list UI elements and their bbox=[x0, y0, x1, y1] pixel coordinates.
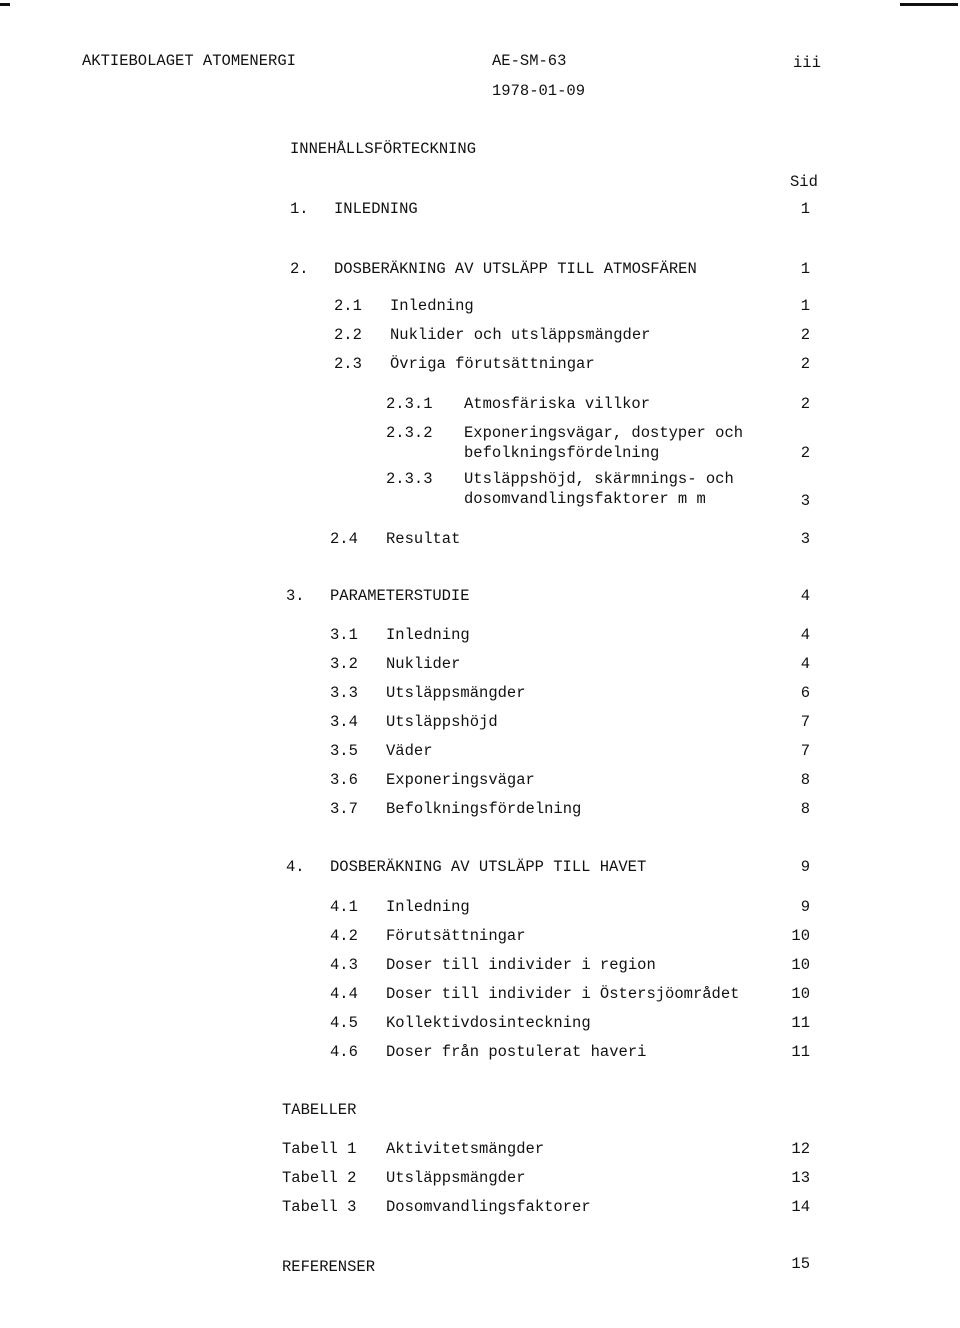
toc-num: 2.3.2 bbox=[386, 424, 433, 442]
toc-label: Kollektivdosinteckning bbox=[386, 1014, 591, 1032]
toc-label: Övriga förutsättningar bbox=[390, 355, 595, 373]
toc-num: 3.5 bbox=[330, 742, 358, 760]
toc-label: Nuklider och utsläppsmängder bbox=[390, 326, 651, 344]
scan-mark-left bbox=[0, 3, 10, 6]
toc-label: Exponeringsvägar bbox=[386, 771, 535, 789]
toc-label: Befolkningsfördelning bbox=[386, 800, 582, 818]
toc-label: INLEDNING bbox=[334, 200, 418, 218]
toc-page: 7 bbox=[800, 713, 810, 731]
toc-label: Inledning bbox=[386, 626, 470, 644]
toc-page: 8 bbox=[800, 800, 810, 818]
toc-label: DOSBERÄKNING AV UTSLÄPP TILL HAVET bbox=[330, 858, 647, 876]
table-num: Tabell 1 bbox=[282, 1140, 357, 1158]
toc-page: 8 bbox=[800, 771, 810, 789]
toc-label: Doser till individer i region bbox=[386, 956, 656, 974]
toc-page: 2 bbox=[800, 444, 810, 462]
toc-page: 1 bbox=[800, 297, 810, 315]
toc-num: 2.3 bbox=[334, 355, 362, 373]
table-num: Tabell 3 bbox=[282, 1198, 357, 1216]
scan-mark-right bbox=[900, 3, 958, 6]
toc-page: 11 bbox=[791, 1014, 810, 1032]
toc-label: Nuklider bbox=[386, 655, 461, 673]
toc-num: 4. bbox=[286, 858, 305, 876]
table-label: Dosomvandlingsfaktorer bbox=[386, 1198, 591, 1216]
page-column-label: Sid bbox=[790, 173, 818, 191]
toc-num: 4.3 bbox=[330, 956, 358, 974]
toc-page: 9 bbox=[800, 858, 810, 876]
toc-num: 3.4 bbox=[330, 713, 358, 731]
toc-num: 4.2 bbox=[330, 927, 358, 945]
table-page: 14 bbox=[791, 1198, 810, 1216]
toc-num: 2.4 bbox=[330, 530, 358, 548]
references-label: REFERENSER bbox=[282, 1258, 376, 1276]
toc-num: 3.6 bbox=[330, 771, 358, 789]
toc-page: 2 bbox=[800, 355, 810, 373]
toc-num: 3.2 bbox=[330, 655, 358, 673]
table-page: 13 bbox=[791, 1169, 810, 1187]
toc-page: 4 bbox=[800, 626, 810, 644]
toc-label: Doser från postulerat haveri bbox=[386, 1043, 647, 1061]
toc-label: Utsläppshöjd, skärmnings- och dosomvandlingsfaktorer m m bbox=[464, 470, 734, 508]
toc-label: Atmosfäriska villkor bbox=[464, 395, 651, 413]
toc-num: 2. bbox=[290, 260, 309, 278]
toc-page: 10 bbox=[791, 956, 810, 974]
report-date: 1978-01-09 bbox=[492, 82, 586, 100]
toc-label: Förutsättningar bbox=[386, 927, 526, 945]
toc-num: 3.1 bbox=[330, 626, 358, 644]
toc-num: 4.4 bbox=[330, 985, 358, 1003]
toc-label: Inledning bbox=[390, 297, 474, 315]
toc-label: Exponeringsvägar, dostyper och befolkningsfördelning bbox=[464, 424, 744, 462]
toc-num: 2.1 bbox=[334, 297, 362, 315]
toc-label: Resultat bbox=[386, 530, 461, 548]
toc-page: 1 bbox=[800, 200, 810, 218]
report-number: AE-SM-63 bbox=[492, 52, 567, 70]
toc-label: Väder bbox=[386, 742, 433, 760]
toc-page: 10 bbox=[791, 927, 810, 945]
toc-page: 3 bbox=[800, 530, 810, 548]
toc-page: 2 bbox=[800, 395, 810, 413]
company-name: AKTIEBOLAGET ATOMENERGI bbox=[82, 52, 296, 70]
toc-num: 1. bbox=[290, 200, 309, 218]
toc-page: 1 bbox=[800, 260, 810, 278]
toc-page: 4 bbox=[800, 587, 810, 605]
toc-num: 4.1 bbox=[330, 898, 358, 916]
toc-label: Utsläppshöjd bbox=[386, 713, 498, 731]
tables-title: TABELLER bbox=[282, 1101, 357, 1119]
page-number: iii bbox=[793, 54, 821, 72]
toc-label: Doser till individer i Östersjöområdet bbox=[386, 985, 740, 1003]
toc-page: 7 bbox=[800, 742, 810, 760]
toc-page: 3 bbox=[800, 492, 810, 510]
toc-page: 10 bbox=[791, 985, 810, 1003]
toc-label: Utsläppsmängder bbox=[386, 684, 526, 702]
toc-page: 2 bbox=[800, 326, 810, 344]
toc-label: PARAMETERSTUDIE bbox=[330, 587, 470, 605]
toc-num: 4.5 bbox=[330, 1014, 358, 1032]
toc-page: 4 bbox=[800, 655, 810, 673]
toc-num: 2.3.3 bbox=[386, 470, 433, 488]
table-label: Utsläppsmängder bbox=[386, 1169, 526, 1187]
table-label: Aktivitetsmängder bbox=[386, 1140, 545, 1158]
toc-page: 9 bbox=[800, 898, 810, 916]
toc-num: 2.3.1 bbox=[386, 395, 433, 413]
toc-label: DOSBERÄKNING AV UTSLÄPP TILL ATMOSFÄREN bbox=[334, 260, 697, 278]
toc-num: 4.6 bbox=[330, 1043, 358, 1061]
table-num: Tabell 2 bbox=[282, 1169, 357, 1187]
table-page: 12 bbox=[791, 1140, 810, 1158]
toc-title: INNEHÅLLSFÖRTECKNING bbox=[290, 140, 477, 158]
references-page: 15 bbox=[791, 1255, 810, 1273]
toc-num: 2.2 bbox=[334, 326, 362, 344]
toc-num: 3.3 bbox=[330, 684, 358, 702]
toc-page: 6 bbox=[800, 684, 810, 702]
toc-num: 3. bbox=[286, 587, 305, 605]
toc-page: 11 bbox=[791, 1043, 810, 1061]
toc-label: Inledning bbox=[386, 898, 470, 916]
toc-num: 3.7 bbox=[330, 800, 358, 818]
